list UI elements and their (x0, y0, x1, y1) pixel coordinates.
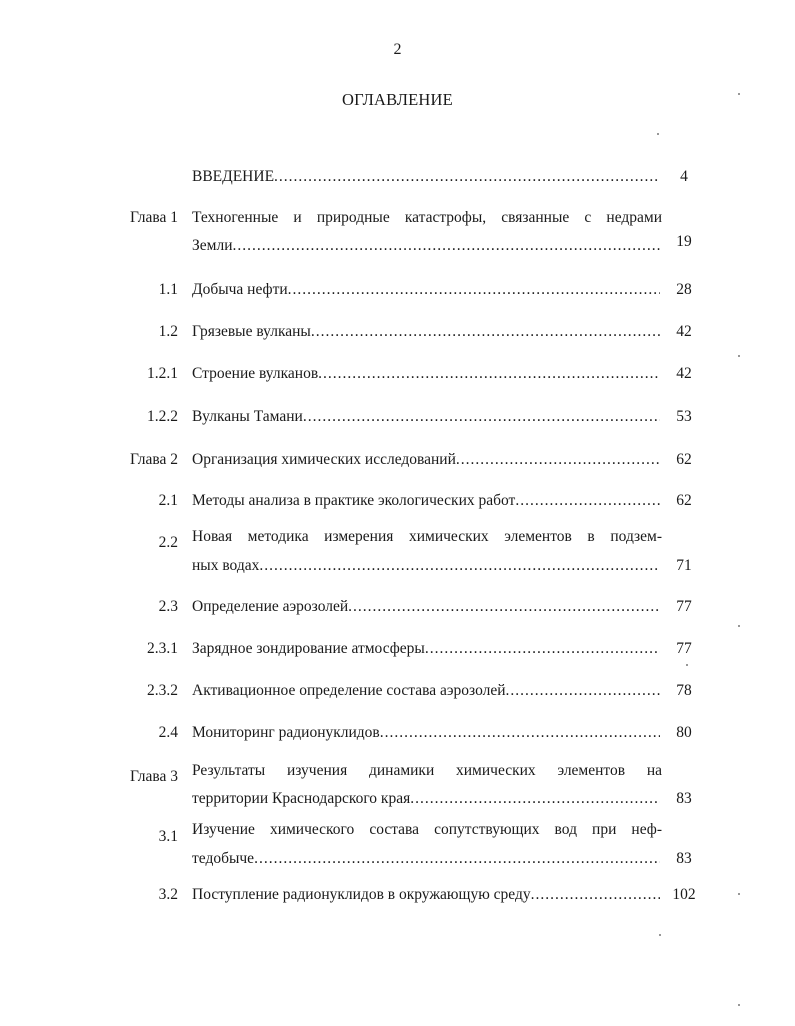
toc-entry-line[interactable] (192, 492, 660, 510)
toc-entry-line[interactable] (192, 237, 660, 255)
toc-entry-title: Организация химических исследований (192, 451, 456, 468)
toc-leader-dots (288, 281, 660, 299)
toc-entry-page: 4 (680, 168, 688, 185)
toc-entry-title: Определение аэрозолей (192, 598, 349, 615)
toc-entry-line[interactable] (192, 281, 660, 299)
toc-entry-title: территории Краснодарского края (192, 790, 411, 807)
toc-entry-page: 77 (676, 640, 692, 657)
toc-entry-page: 62 (676, 492, 692, 509)
toc-entry-title-line1[interactable]: Изучение химического состава сопутствующих вод при неф- (192, 821, 662, 838)
toc-entry-page: 77 (676, 598, 692, 615)
page-title: ОГЛАВЛЕНИЕ (342, 90, 453, 109)
toc-entry-title: Добыча нефти (192, 281, 288, 298)
toc-leader-dots (380, 724, 660, 742)
toc-leader-dots (410, 790, 660, 808)
toc-entry-number: 2.4 (158, 724, 178, 741)
toc-entry-line[interactable] (192, 724, 660, 742)
toc-entry-title: тедобыче (192, 850, 255, 867)
toc-entry-page: 42 (676, 365, 692, 382)
toc-entry-title: Земли (192, 237, 233, 254)
toc-entry-page: 19 (676, 233, 692, 250)
toc-entry-number: 2.3.2 (147, 682, 178, 699)
toc-entry-number: 1.2.2 (147, 408, 178, 425)
toc-entry-number: Глава 1 (129, 209, 178, 226)
toc-entry-title: Поступление радионуклидов в окружающую среду (192, 886, 531, 903)
toc-entry-line[interactable] (192, 365, 660, 383)
toc-entry-line[interactable] (192, 850, 660, 868)
scan-speck (659, 934, 661, 936)
toc-leader-dots (303, 408, 660, 426)
toc-entry-title: ВВЕДЕНИЕ (192, 168, 275, 185)
toc-entry-number: 2.2 (158, 534, 178, 551)
toc-entry-title-line1[interactable]: Новая методика измерения химических элементов в подзем- (192, 528, 662, 545)
toc-entry-line[interactable] (192, 451, 660, 469)
toc-entry-page: 78 (676, 682, 692, 699)
toc-leader-dots (318, 365, 660, 383)
toc-leader-dots (531, 886, 660, 904)
toc-leader-dots (254, 850, 660, 868)
toc-entry-title: Грязевые вулканы (192, 323, 311, 340)
scan-speck (738, 355, 740, 357)
toc-entry-number: 1.1 (158, 281, 178, 298)
scan-speck (657, 133, 659, 135)
toc-entry-page: 102 (672, 886, 696, 903)
toc-entry-title: ных водах (192, 557, 260, 574)
toc-leader-dots (348, 598, 660, 616)
toc-entry-title-line1[interactable]: Результаты изучения динамики химических элементов на (192, 762, 662, 779)
toc-entry-number: 2.1 (158, 492, 178, 509)
toc-entry-title: Вулканы Тамани (192, 408, 303, 425)
toc-entry-page: 42 (676, 323, 692, 340)
toc-leader-dots (311, 323, 660, 341)
scan-speck (738, 625, 740, 627)
toc-entry-page: 53 (676, 408, 692, 425)
toc-leader-dots (456, 451, 660, 469)
toc-entry-number: 3.1 (158, 828, 178, 845)
toc-entry-line[interactable] (192, 323, 660, 341)
toc-entry-line[interactable] (192, 790, 660, 808)
toc-entry-title-line1[interactable]: Техногенные и природные катастрофы, связанные с недрами (192, 209, 662, 226)
toc-entry-number: Глава 3 (129, 768, 178, 785)
toc-leader-dots (259, 557, 660, 575)
toc-entry-number: 2.3 (158, 598, 178, 615)
toc-entry-title: Мониторинг радионуклидов (192, 724, 380, 741)
toc-entry-line[interactable] (192, 168, 660, 186)
toc-entry-line[interactable] (192, 557, 660, 575)
toc-entry-title: Зарядное зондирование атмосферы (192, 640, 425, 657)
toc-entry-line[interactable] (192, 682, 660, 700)
toc-entry-line[interactable] (192, 598, 660, 616)
scan-speck (686, 664, 688, 666)
toc-entry-page: 71 (676, 557, 692, 574)
toc-entry-page: 80 (676, 724, 692, 741)
toc-leader-dots (515, 492, 660, 510)
toc-entry-page: 28 (676, 281, 692, 298)
toc-entry-page: 62 (676, 451, 692, 468)
toc-entry-title: Методы анализа в практике экологических работ (192, 492, 516, 509)
toc-leader-dots (274, 168, 660, 186)
toc-entry-page: 83 (676, 790, 692, 807)
scan-speck (738, 93, 740, 95)
toc-entry-line[interactable] (192, 408, 660, 426)
toc-entry-line[interactable] (192, 886, 660, 904)
toc-entry-number: Глава 2 (129, 451, 178, 468)
toc-entry-line[interactable] (192, 640, 660, 658)
toc-leader-dots (506, 682, 660, 700)
scan-speck (738, 1004, 740, 1006)
toc-entry-number: 1.2.1 (147, 365, 178, 382)
toc-entry-title: Активационное определение состава аэрозолей (192, 682, 506, 699)
toc-entry-number: 2.3.1 (147, 640, 178, 657)
scan-speck (738, 893, 740, 895)
toc-entry-number: 1.2 (158, 323, 178, 340)
toc-leader-dots (232, 237, 660, 255)
toc-entry-number: 3.2 (158, 886, 178, 903)
toc-entry-title: Строение вулканов (192, 365, 319, 382)
toc-leader-dots (425, 640, 660, 658)
toc-entry-page: 83 (676, 850, 692, 867)
page-number: 2 (393, 41, 402, 58)
